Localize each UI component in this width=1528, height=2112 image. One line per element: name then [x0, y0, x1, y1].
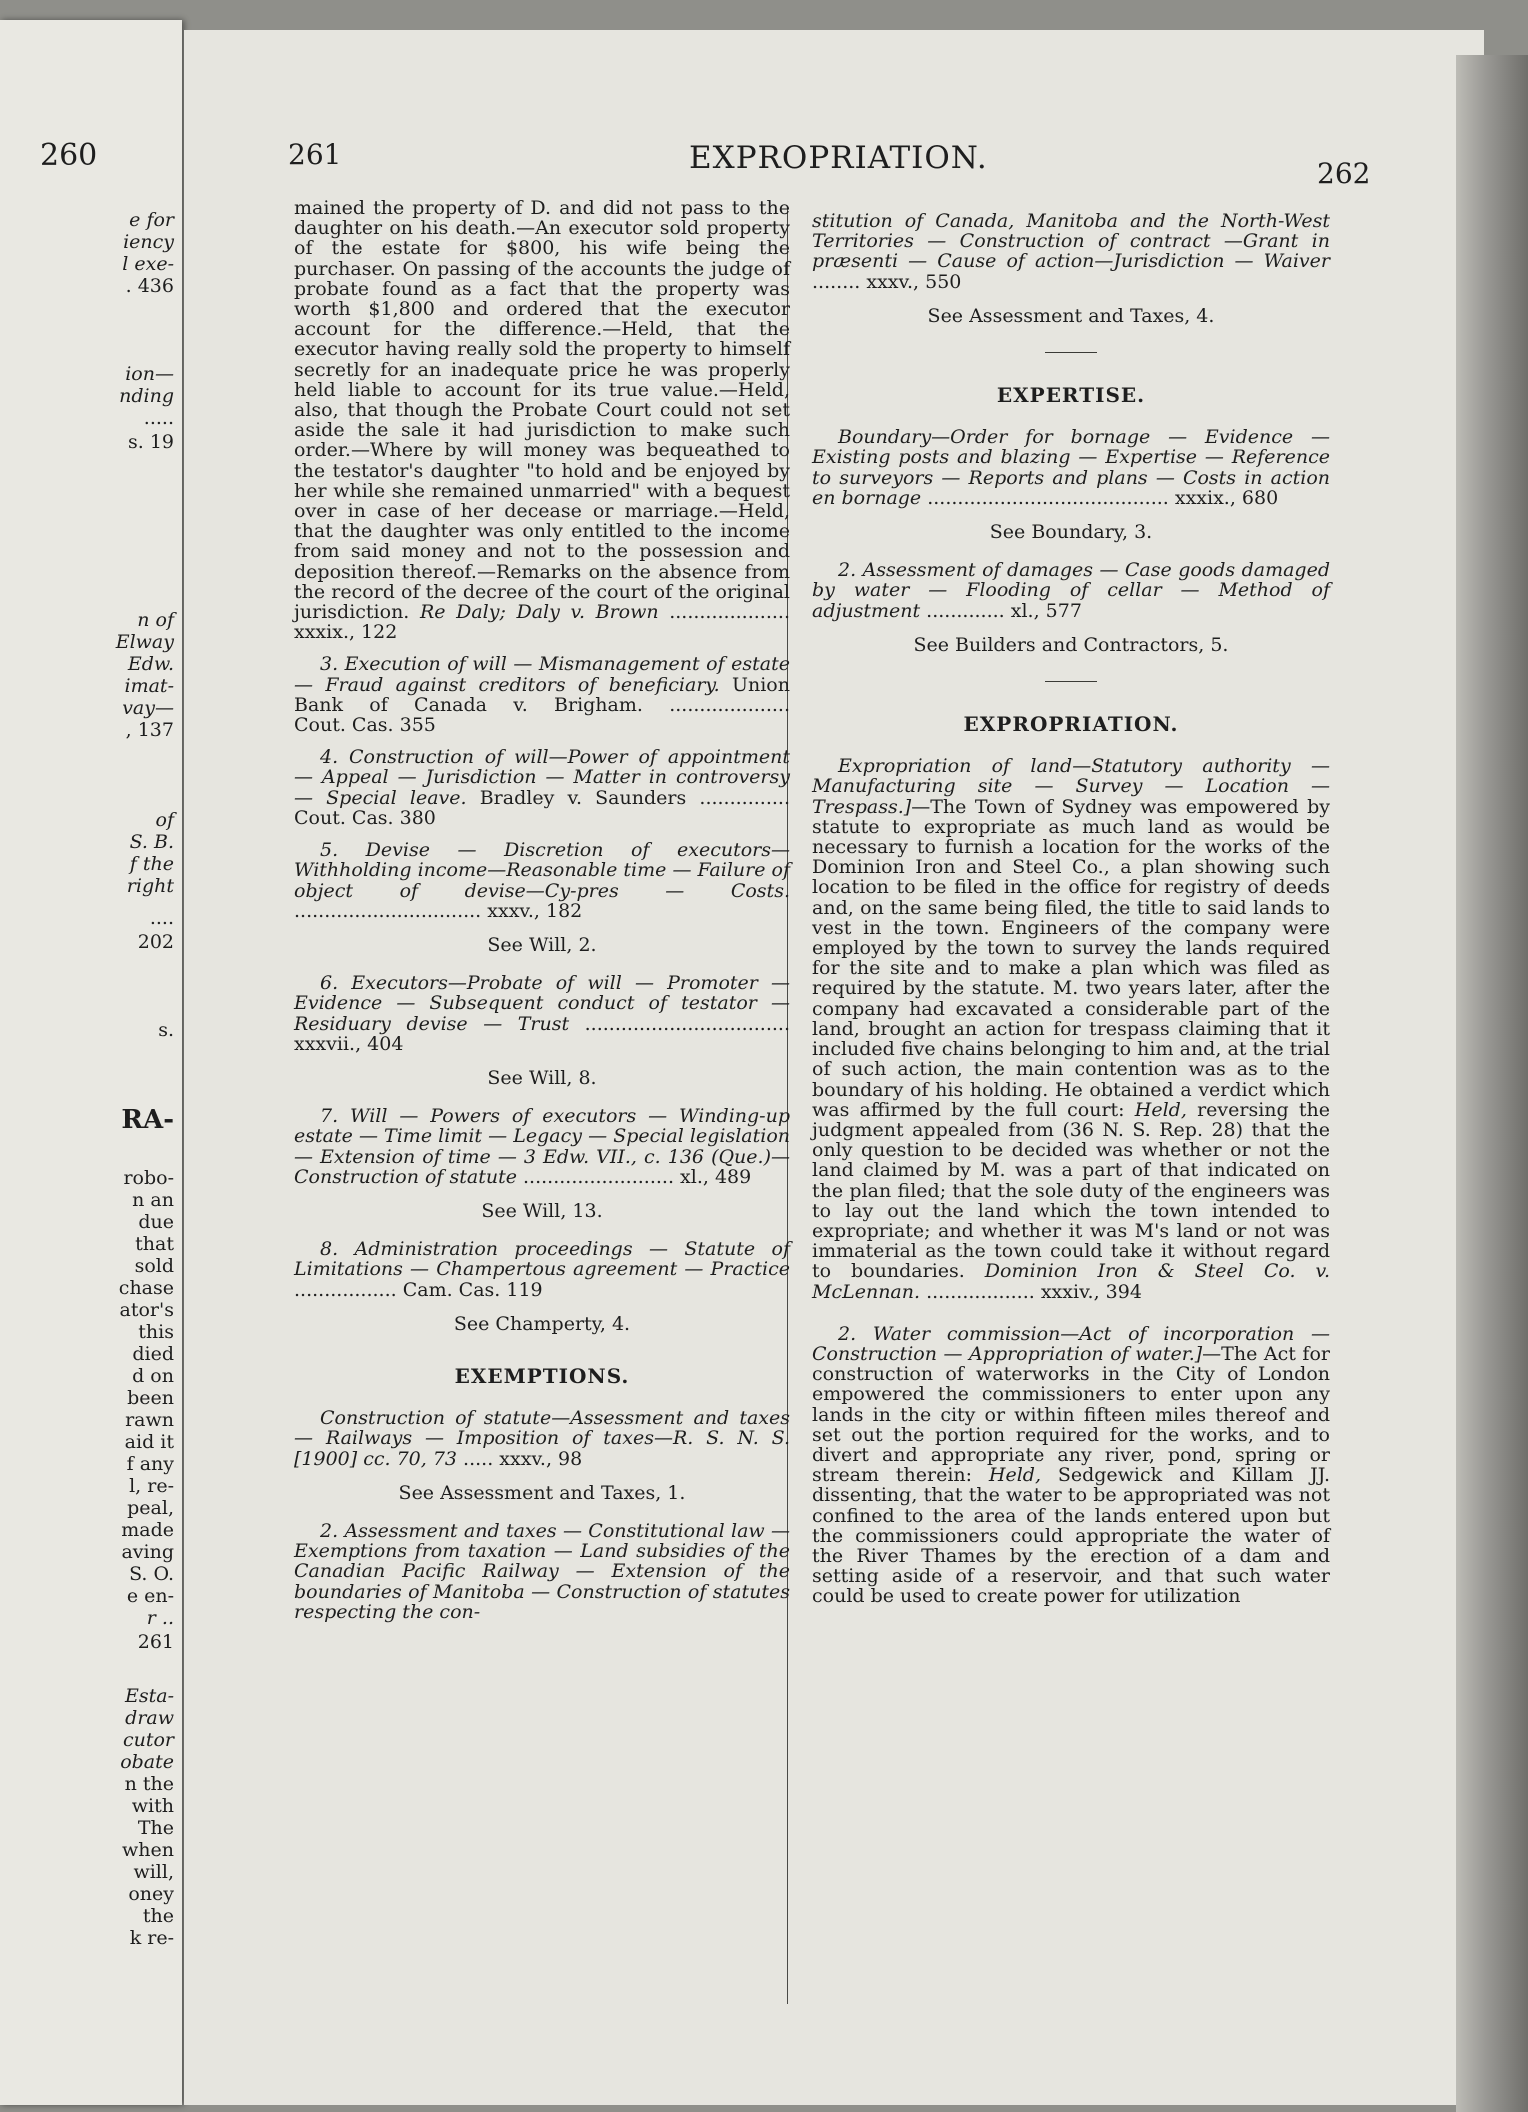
case-name: Dominion Iron & Steel Co. v. McLennan. — [812, 1260, 1331, 1303]
previous-page-text-fragment: S. O. — [129, 1563, 174, 1585]
held-label: Held, — [988, 1464, 1041, 1487]
previous-page-text-fragment: made — [121, 1519, 174, 1541]
see-reference: See Builders and Contractors, 5. — [913, 633, 1229, 656]
section-rule — [1045, 352, 1097, 353]
entry-headnote: stitution of Canada, Manitoba and the North-West Territories — Construction of contract —Grant in præsenti — Cause of action—Jurisdiction — Waiver — [812, 210, 1330, 273]
entry-headnote: 5. Devise — Discretion of executors—Withholding income—Reasonable time — Failure of object of devise—Cy-pres — Costs. — [294, 839, 790, 902]
entry-7: 7. Will — Powers of executors — Winding-up estate — Time limit — Legacy — Special legislation — Extension of time — 3 Edw. VII., c. 136 (Que.)—Construction of statute ......................... xl., 489 — [294, 1105, 790, 1188]
previous-page-text-fragment: peal, — [127, 1497, 174, 1519]
entry-headnote: Expropriation of land—Statutory authority — Manufacturing site — Survey — Location — Trespass.] — [812, 755, 1330, 818]
page-spread-main — [184, 30, 1484, 2105]
previous-page-text-fragment: sold — [134, 1255, 174, 1277]
citation: xxxv., 550 — [866, 270, 962, 293]
citation: Cam. Cas. 119 — [402, 1278, 543, 1301]
previous-page-text-fragment: obate — [120, 1751, 174, 1773]
previous-page-fragment — [0, 20, 182, 2105]
previous-page-text-fragment: 261 — [137, 1631, 174, 1653]
previous-page-text-fragment: chase — [118, 1277, 174, 1299]
previous-page-text-fragment: cutor — [122, 1729, 174, 1751]
section-heading-expertise: EXPERTISE. — [996, 383, 1146, 408]
previous-page-text-fragment: 202 — [137, 931, 174, 953]
entry-5: 5. Devise — Discretion of executors—Withholding income—Reasonable time — Failure of object of devise—Cy-pres — Costs. ............................... xxxv., 182 — [294, 839, 790, 922]
previous-page-text-fragment: the — [142, 1905, 174, 1927]
entry-headnote: 2. Water commission—Act of incorporation — Construction — Appropriation of water.] — [812, 1322, 1330, 1365]
previous-page-text-fragment: n the — [124, 1773, 174, 1795]
previous-page-text-fragment: RA- — [121, 1105, 174, 1135]
previous-page-text-fragment: , 137 — [125, 719, 174, 741]
case-name: Bradley v. Saunders — [479, 786, 687, 809]
entry-text: Sedgewick and Killam JJ. dissenting, that the water to be appropriated was not confined to the area of the lands entered upon but the commissioners could appropriate the water of the River Thames by the erection of a dam and setting aside of a reservoir, and that such water could be used to create power for utilization — [812, 1464, 1330, 1608]
continued-entry: stitution of Canada, Manitoba and the North-West Territories — Construction of contract —Grant in præsenti — Cause of action—Jurisdiction — Waiver ........ xxxv., 550 — [812, 210, 1330, 293]
previous-page-text-fragment: l, re- — [129, 1475, 174, 1497]
entry-headnote: 2. Assessment of damages — Case goods damaged by water — Flooding of cellar — Method of adjustment — [812, 559, 1330, 622]
entry-text: mained the property of D. and did not pass to the daughter on his death.—An executor sold property of the estate for $800, his wife being the purchaser. On passing of the accounts the judge of probate found as a fact that the property was worth $1,800 and ordered that the executor account for the difference.—Held, that the executor having really sold the property to himself secretly for an inadequate price he was properly held liable to account for its true value.—Held, also, that though the Probate Court could not set aside the sale it had jurisdiction to make such order.—Where by will money was bequeathed to the testator's daughter "to hold and be enjoyed by her while she remained unmarried" with a bequest over in case of her decease or marriage.—Held, that the daughter was only entitled to the income from said money and not to the possession and deposition thereof.—Remarks on the absence from the record of the decree of the court of the original jurisdiction. — [294, 197, 790, 624]
entry-headnote: 4. Construction of will—Power of appointment — Appeal — Jurisdiction — Matter in controversy — Special leave. — [294, 746, 790, 809]
see-reference: See Will, 2. — [487, 933, 597, 956]
citation: xxxix., 122 — [294, 621, 398, 644]
see-reference: See Champerty, 4. — [453, 1312, 631, 1335]
previous-page-text-fragment: of — [155, 809, 174, 831]
citation: xl., 489 — [680, 1165, 752, 1188]
exemptions-entry-2 — [294, 1521, 790, 1622]
expropriation-entry-1: Expropriation of land—Statutory authority — Manufacturing site — Survey — Location — Trespass.]—The Town of Sydney was empowered by statute to expropriate as much land as would be necessary to furnish a location for the works of the Dominion Iron and Steel Co., a plan showing such location to be filed in the office for registry of deeds and, on the same being filed, the title to said lands to vest in the town. Engineers of the company were employed by the town to survey the lands required for the site and to make a plan which was filed as required by the statute. M. two years later, after the company had excavated a considerable part of the land, brought an action for trespass claiming that it included five chains belonging to him and, at the trial of such action, the main contention was as to the boundary of his holding. He obtained a verdict which was affirmed by the full court: Held, reversing the judgment appealed from (36 N. S. Rep. 28) that the only question to be decided was whether or not the land claimed by M. was a part of that indicated on the plan filed; that the sole duty of the engineers was to lay out the land which the town intended to expropriate; and whether it was M's land or not was immaterial as the town could take it without regard to boundaries. Dominion Iron & Steel Co. v. McLennan. .................. xxxiv., 394 — [812, 755, 1331, 1303]
previous-page-number: 260 — [40, 138, 98, 173]
case-name: Union Bank of Canada v. Brigham. — [294, 673, 790, 716]
previous-page-text-fragment: s. 19 — [127, 431, 174, 453]
entry-headnote: Boundary—Order for bornage — Evidence — Existing posts and blazing — Expertise — Reference to surveyors — Reports and plans — Costs in action en bornage — [812, 426, 1330, 509]
previous-page-text-fragment: that — [135, 1233, 174, 1255]
previous-page-text-fragment: aving — [121, 1541, 174, 1563]
previous-page-text-fragment: Esta- — [124, 1685, 174, 1707]
previous-page-text-fragment: s. — [158, 1019, 174, 1041]
page-number-left: 261 — [288, 138, 342, 171]
citation: Cout. Cas. 355 — [294, 714, 436, 737]
previous-page-text-fragment: e for — [129, 209, 174, 231]
previous-page-text-fragment: k re- — [129, 1927, 174, 1949]
running-head: EXPROPRIATION. — [689, 140, 988, 176]
see-reference: See Boundary, 3. — [989, 521, 1153, 544]
previous-page-text-fragment: The — [137, 1817, 174, 1839]
entry-headnote: Construction of statute—Assessment and taxes — Railways — Imposition of taxes—R. S. N. S. [1900] cc. 70, 73 — [294, 1407, 790, 1470]
previous-page-text-fragment: nding — [119, 385, 174, 407]
previous-page-text-fragment: l exe- — [122, 253, 174, 275]
see-reference: See Will, 13. — [481, 1199, 603, 1222]
previous-page-text-fragment: f the — [129, 853, 174, 875]
previous-page-text-fragment: this — [138, 1321, 174, 1343]
left-column — [294, 198, 790, 1634]
entry-3: 3. Execution of will — Mismanagement of estate — Fraud against creditors of beneficiary. Union Bank of Canada v. Brigham. .................... Cout. Cas. 355 — [294, 653, 790, 737]
previous-page-text-fragment: . 436 — [125, 275, 174, 297]
section-rule — [1045, 681, 1097, 682]
expertise-entry-1: Boundary—Order for bornage — Evidence — Existing posts and blazing — Expertise — Reference to surveyors — Reports and plans — Costs in action en bornage ........................................ xxxix., 680 — [812, 426, 1330, 509]
previous-page-text-fragment: e en- — [126, 1585, 174, 1607]
previous-page-text-fragment: ..... — [143, 407, 174, 429]
previous-page-text-fragment: Edw. — [127, 653, 174, 675]
expropriation-entry-2 — [812, 1324, 1330, 1607]
entry-headnote: 8. Administration proceedings — Statute of Limitations — Champertous agreement — Practice — [294, 1238, 790, 1281]
previous-page-text-fragment: ator's — [119, 1299, 174, 1321]
exemptions-entry-1: Construction of statute—Assessment and taxes — Railways — Imposition of taxes—R. S. N. S. [1900] cc. 70, 73 ..... xxxv., 98 — [294, 1407, 790, 1470]
previous-page-text-fragment: vay— — [122, 697, 174, 719]
citation: xl., 577 — [1010, 599, 1082, 622]
page-edge-shadow — [1456, 55, 1528, 2112]
entry-text: —The Act for construction of waterworks in the City of London empowered the commissioners to enter upon any lands in the city or within fifteen miles thereof and set out the portion required for the works, and to divert and appropriate any river, pond, spring or stream therein: — [812, 1342, 1330, 1487]
previous-page-text-fragment: when — [122, 1839, 174, 1861]
entry-headnote: 3. Execution of will — Mismanagement of estate — Fraud against creditors of beneficiary. — [294, 653, 790, 696]
section-heading-expropriation: EXPROPRIATION. — [963, 712, 1179, 737]
citation: Cout. Cas. 380 — [294, 806, 436, 829]
previous-page-text-fragment: died — [132, 1343, 174, 1365]
entry-6: 6. Executors—Probate of will — Promoter — Evidence — Subsequent conduct of testator — Residuary devise — Trust .................................. xxxvii., 404 — [294, 972, 790, 1055]
entry-8: 8. Administration proceedings — Statute of Limitations — Champertous agreement — Practice ................. Cam. Cas. 119 — [294, 1238, 790, 1301]
previous-page-text-fragment: n of — [137, 609, 174, 631]
citation: xxxix., 680 — [1174, 486, 1279, 509]
previous-page-text-fragment: robo- — [123, 1167, 174, 1189]
entry-text: reversing the judgment appealed from (36 N. S. Rep. 28) that the only question to be decided was whether or not the land claimed by M. was a part of that indicated on the plan filed; that the sole duty of the engineers was to lay out the land which the town intended to expropriate; and whether it was M's land or not was immaterial as the town could take it without regard to boundaries. — [812, 1098, 1330, 1283]
previous-page-text-fragment: .... — [149, 907, 174, 929]
previous-page-text-fragment: oney — [128, 1883, 174, 1905]
see-reference: See Assessment and Taxes, 4. — [927, 304, 1215, 327]
previous-page-text-fragment: Elway — [115, 631, 174, 653]
section-heading-exemptions: EXEMPTIONS. — [454, 1363, 630, 1388]
citation: xxxv., 182 — [487, 899, 583, 922]
previous-page-text-fragment: aid it — [124, 1431, 174, 1453]
previous-page-text-fragment: been — [127, 1387, 174, 1409]
previous-page-text-fragment: due — [138, 1211, 174, 1233]
previous-page-text-fragment: draw — [125, 1707, 174, 1729]
citation: xxxv., 98 — [499, 1447, 583, 1470]
previous-page-text-fragment: rawn — [125, 1409, 174, 1431]
see-reference: See Assessment and Taxes, 1. — [398, 1481, 686, 1504]
previous-page-text-fragment: with — [131, 1795, 174, 1817]
entry-text: —The Town of Sydney was empowered by statute to expropriate as much land as would be necessary to furnish a location for the works of the Dominion Iron and Steel Co., a plan showing such location to be filed in the office for registry of deeds and, on the same being filed, the title to said lands to vest in the town. Engineers of the company were employed by the town to survey the lands required for the site and to make a plan which was filed as required by the statute. M. two years later, after the company had excavated a considerable part of the land, brought an action for trespass claiming that it included five chains belonging to him and, at the trial of such action, the main contention was as to the boundary of his holding. He obtained a verdict which was affirmed by the full court: — [812, 795, 1330, 1121]
continued-entry: mained the property of D. and did not pass to the daughter on his death.—An executor sold property of the estate for $800, his wife being the purchaser. On passing of the accounts the judge of probate found as a fact that the property was worth $1,800 and ordered that the executor account for the difference.—Held, that the executor having really sold the property to himself secretly for an inadequate price he was properly held liable to account for its true value.—Held, also, that though the Probate Court could not set aside the sale it had jurisdiction to make such order.—Where by will money was bequeathed to the testator's daughter "to hold and be enjoyed by her while she remained unmarried" with a bequest over in case of her decease or marriage.—Held, that the daughter was only entitled to the income from said money and not to the possession and deposition thereof.—Remarks on the absence from the record of the decree of the court of the original jurisdiction. Re Daly; Daly v. Brown .................... xxxix., 122 — [294, 197, 790, 644]
citation: xxxiv., 394 — [1040, 1280, 1142, 1303]
entry-headnote: 7. Will — Powers of executors — Winding-up estate — Time limit — Legacy — Special legislation — Extension of time — 3 Edw. VII., c. 136 (Que.)—Construction of statute — [294, 1105, 790, 1188]
entry-4: 4. Construction of will—Power of appointment — Appeal — Jurisdiction — Matter in controversy — Special leave. Bradley v. Saunders ............... Cout. Cas. 380 — [294, 746, 790, 829]
previous-page-text-fragment: will, — [133, 1861, 174, 1883]
previous-page-text-fragment: n an — [132, 1189, 174, 1211]
case-name: Re Daly; Daly v. Brown — [419, 601, 659, 624]
held-label: Held, — [1134, 1098, 1187, 1121]
previous-page-text-fragment: ion— — [125, 363, 174, 385]
previous-page-text-fragment: r .. — [146, 1607, 174, 1629]
page-number-right: 262 — [1317, 157, 1371, 190]
previous-page-text-fragment: f any — [126, 1453, 174, 1475]
previous-page-text-fragment: imat- — [124, 675, 174, 697]
entry-headnote: 2. Assessment and taxes — Constitutional law — Exemptions from taxation — Land subsidies of the Canadian Pacific Railway — Extension of the boundaries of Manitoba — Construction of statutes respecting the con- — [294, 1519, 790, 1623]
see-reference: See Will, 8. — [487, 1066, 597, 1089]
expertise-entry-2: 2. Assessment of damages — Case goods damaged by water — Flooding of cellar — Method of adjustment ............. xl., 577 — [812, 559, 1330, 622]
previous-page-text-fragment: S. B. — [129, 831, 174, 853]
previous-page-text-fragment: iency — [123, 231, 174, 253]
citation: xxxvii., 404 — [294, 1032, 404, 1055]
previous-page-text-fragment: d on — [132, 1365, 174, 1387]
right-column — [812, 211, 1330, 1619]
entry-headnote: 6. Executors—Probate of will — Promoter — Evidence — Subsequent conduct of testator — Residuary devise — Trust — [294, 972, 790, 1035]
previous-page-text-fragment: right — [126, 875, 174, 897]
